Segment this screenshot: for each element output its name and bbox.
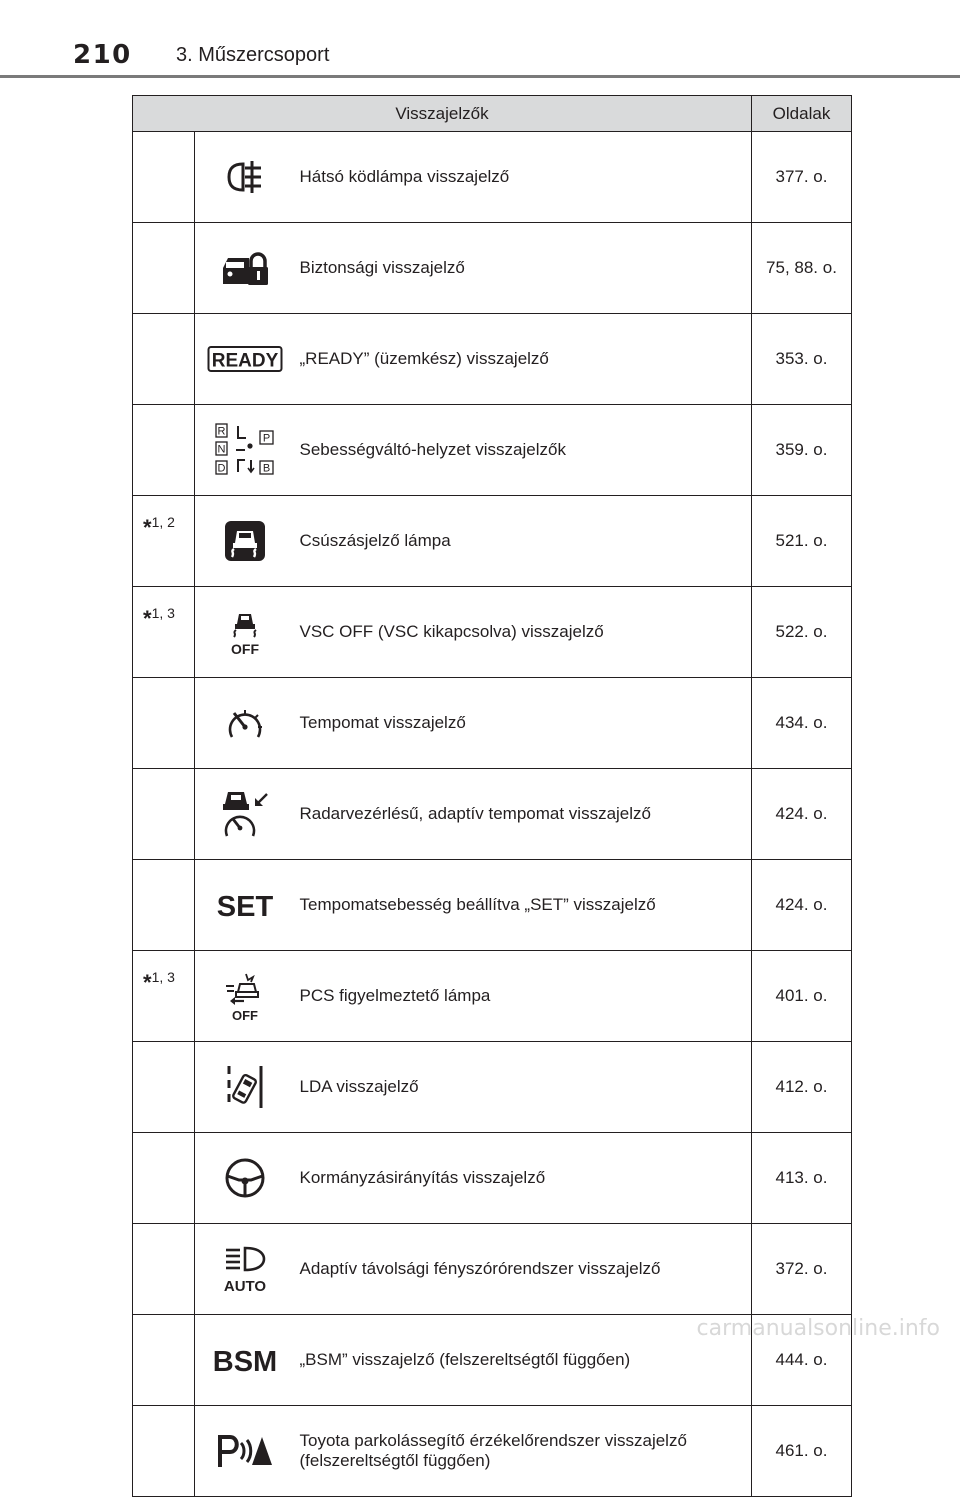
- page-reference: 424. o.: [752, 860, 852, 951]
- svg-text:AUTO: AUTO: [223, 1278, 266, 1294]
- adaptive-high-beam-icon: [220, 1244, 270, 1294]
- indicator-label: Toyota parkolássegítő érzékelőrendszer visszajelző (felszereltségtől függően): [295, 1406, 752, 1497]
- footnote-cell: [133, 1406, 195, 1497]
- shift-position-icon: [212, 422, 278, 478]
- indicator-label: PCS figyelmeztető lámpa: [295, 951, 752, 1042]
- svg-text:B: B: [262, 462, 270, 475]
- indicator-label: Tempomatsebesség beállítva „SET” visszajelző: [295, 860, 752, 951]
- page-reference: 424. o.: [752, 769, 852, 860]
- table-row: [133, 314, 852, 405]
- slip-indicator-icon: [223, 519, 267, 563]
- footnote-cell: [133, 1133, 195, 1224]
- table-row: [133, 496, 852, 587]
- bsm-icon: [210, 1343, 280, 1377]
- page-reference: 359. o.: [752, 405, 852, 496]
- svg-text:OFF: OFF: [230, 641, 259, 656]
- page-reference: 444. o.: [752, 1315, 852, 1406]
- footnote-cell: *1, 3: [133, 587, 195, 678]
- page-reference: 413. o.: [752, 1133, 852, 1224]
- indicator-label: Sebességváltó-helyzet visszajelzők: [295, 405, 752, 496]
- lda-icon: [223, 1062, 267, 1112]
- indicator-label: LDA visszajelző: [295, 1042, 752, 1133]
- indicator-label: Hátsó ködlámpa visszajelző: [295, 132, 752, 223]
- page-number: 210: [73, 40, 132, 70]
- watermark: carmanualsonline.info: [696, 1316, 940, 1341]
- svg-text:READY: READY: [211, 350, 279, 372]
- table-row: [133, 587, 852, 678]
- table-header-row: [133, 96, 852, 132]
- table-row: [133, 678, 852, 769]
- table-row: [133, 1224, 852, 1315]
- indicator-label: „BSM” visszajelző (felszereltségtől függően): [295, 1315, 752, 1406]
- table-row: [133, 223, 852, 314]
- indicator-label: Csúszásjelző lámpa: [295, 496, 752, 587]
- table-row: [133, 860, 852, 951]
- indicator-label: „READY” (üzemkész) visszajelző: [295, 314, 752, 405]
- indicator-label: Tempomat visszajelző: [295, 678, 752, 769]
- steering-assist-icon: [223, 1156, 267, 1200]
- indicator-label: VSC OFF (VSC kikapcsolva) visszajelző: [295, 587, 752, 678]
- set-icon: [215, 889, 275, 921]
- page-reference: 401. o.: [752, 951, 852, 1042]
- footnote-cell: [133, 132, 195, 223]
- rear-fog-light-icon: [223, 155, 267, 199]
- svg-text:SET: SET: [216, 891, 273, 921]
- footnote-cell: [133, 223, 195, 314]
- footnote-cell: *1, 2: [133, 496, 195, 587]
- footnote-cell: [133, 1042, 195, 1133]
- parking-assist-icon: [214, 1431, 276, 1471]
- table-row: [133, 405, 852, 496]
- page-reference: 372. o.: [752, 1224, 852, 1315]
- indicator-table: [132, 95, 852, 1497]
- page-reference: 75, 88. o.: [752, 223, 852, 314]
- vsc-off-icon: [225, 608, 265, 656]
- footnote-cell: [133, 769, 195, 860]
- column-header-pages: Oldalak: [752, 96, 852, 132]
- radar-cruise-icon: [217, 788, 273, 840]
- svg-text:R: R: [217, 425, 226, 438]
- cruise-control-icon: [223, 703, 267, 743]
- svg-text:N: N: [217, 443, 226, 456]
- table-row: [133, 769, 852, 860]
- page-reference: 377. o.: [752, 132, 852, 223]
- table-row: [133, 1406, 852, 1497]
- table-row: [133, 132, 852, 223]
- svg-text:D: D: [217, 462, 226, 475]
- indicator-label: Biztonsági visszajelző: [295, 223, 752, 314]
- svg-text:P: P: [262, 432, 270, 445]
- indicator-label: Kormányzásirányítás visszajelző: [295, 1133, 752, 1224]
- page-reference: 412. o.: [752, 1042, 852, 1133]
- security-lock-icon: [219, 248, 271, 288]
- footnote-cell: [133, 405, 195, 496]
- page-reference: 521. o.: [752, 496, 852, 587]
- page-reference: 434. o.: [752, 678, 852, 769]
- indicator-label: Radarvezérlésű, adaptív tempomat visszajelző: [295, 769, 752, 860]
- page-header: [0, 0, 960, 80]
- chapter-title: 3. Műszercsoport: [176, 44, 330, 66]
- svg-text:BSM: BSM: [212, 1346, 277, 1377]
- svg-text:OFF: OFF: [231, 1008, 258, 1022]
- page-reference: 461. o.: [752, 1406, 852, 1497]
- footnote-cell: *1, 3: [133, 951, 195, 1042]
- pcs-warning-icon: [222, 970, 268, 1022]
- page-reference: 522. o.: [752, 587, 852, 678]
- table-row: [133, 1133, 852, 1224]
- header-rule: [0, 75, 960, 78]
- column-header-indicators: Visszajelzők: [133, 96, 752, 132]
- footnote-cell: [133, 314, 195, 405]
- footnote-cell: [133, 678, 195, 769]
- footnote-cell: [133, 1315, 195, 1406]
- indicator-label: Adaptív távolsági fényszórórendszer visszajelző: [295, 1224, 752, 1315]
- footnote-cell: [133, 1224, 195, 1315]
- table-row: [133, 1042, 852, 1133]
- ready-icon: [207, 345, 283, 373]
- table-row: [133, 951, 852, 1042]
- page-reference: 353. o.: [752, 314, 852, 405]
- footnote-cell: [133, 860, 195, 951]
